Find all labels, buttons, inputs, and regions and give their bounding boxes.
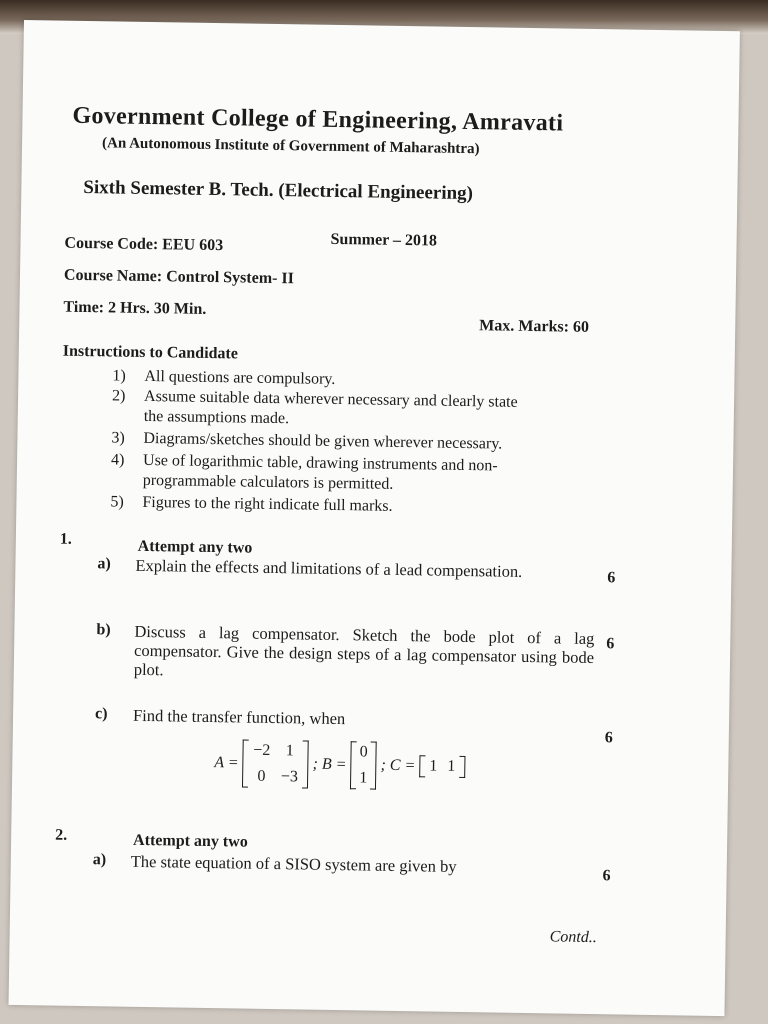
part-text: Find the transfer function, when	[132, 705, 346, 729]
matrix-a-cell: −2	[253, 741, 271, 759]
instruction-text-continued: programmable calculators is permitted.	[142, 471, 394, 493]
matrix-c-label: ; C =	[380, 756, 416, 775]
college-affiliation: (An Autonomous Institute of Government of Maharashtra)	[101, 135, 480, 158]
instructions-heading: Instructions to Candidate	[62, 342, 239, 363]
instruction-number: 3)	[111, 429, 125, 447]
semester-heading: Sixth Semester B. Tech. (Electrical Engineering)	[83, 176, 474, 205]
matrix-c-cell: 1	[447, 757, 456, 775]
part-marks: 6	[604, 729, 613, 747]
state-space-matrices	[212, 741, 468, 789]
exam-session: Summer – 2018	[330, 230, 438, 250]
matrix-a-label: A =	[214, 754, 239, 772]
question-number: 1.	[59, 530, 72, 548]
matrix-a-cell: −3	[280, 768, 299, 786]
matrix-a-cell: 1	[285, 742, 294, 760]
part-label: b)	[96, 621, 111, 639]
part-text: The state equation of a SISO system are given by	[130, 851, 457, 876]
max-marks: Max. Marks: 60	[479, 317, 590, 336]
continued-note: Contd..	[549, 928, 597, 947]
instruction-text: All questions are compulsory.	[144, 367, 336, 388]
instruction-text: Assume suitable data wherever necessary and clearly state	[143, 387, 518, 411]
matrix-b	[350, 743, 377, 787]
instruction-text: Use of logarithmic table, drawing instruments and non-	[142, 451, 498, 475]
part-marks: 6	[602, 867, 611, 885]
part-text: Explain the effects and limitations of a lead compensation.	[135, 555, 523, 581]
instruction-number: 1)	[112, 367, 126, 385]
matrix-b-cell: 1	[359, 769, 368, 787]
part-label: a)	[92, 851, 107, 869]
instruction-text: Diagrams/sketches should be given wherever necessary.	[143, 429, 503, 453]
college-title: Government College of Engineering, Amravati	[72, 102, 564, 137]
matrix-b-cell: 0	[359, 743, 368, 761]
matrix-a-cell: 0	[257, 767, 266, 785]
matrix-c-cell: 1	[429, 757, 438, 775]
instruction-number: 2)	[111, 387, 126, 405]
matrix-b-label: ; B =	[312, 755, 347, 774]
course-code: Course Code: EEU 603	[64, 234, 224, 255]
instruction-number: 5)	[110, 493, 124, 511]
matrix-c	[419, 757, 465, 776]
question-number: 2.	[55, 826, 68, 844]
part-text: Discuss a lag compensator. Sketch the bode plot of a lag compensator. Give the design steps of a lag compensator using bode plot.	[133, 621, 595, 680]
instruction-number: 4)	[110, 451, 125, 469]
part-label: c)	[94, 705, 108, 723]
exam-time: Time: 2 Hrs. 30 Min.	[63, 298, 207, 318]
matrix-a	[242, 742, 309, 787]
exam-paper-sheet	[9, 20, 740, 1016]
part-label: a)	[97, 555, 111, 573]
question-heading: Attempt any two	[137, 537, 253, 557]
question-heading: Attempt any two	[132, 831, 248, 851]
instruction-text-continued: the assumptions made.	[143, 407, 290, 428]
instruction-text: Figures to the right indicate full marks.	[142, 493, 393, 515]
course-name: Course Name: Control System- II	[63, 266, 295, 288]
part-marks: 6	[606, 635, 615, 653]
part-marks: 6	[607, 569, 616, 587]
